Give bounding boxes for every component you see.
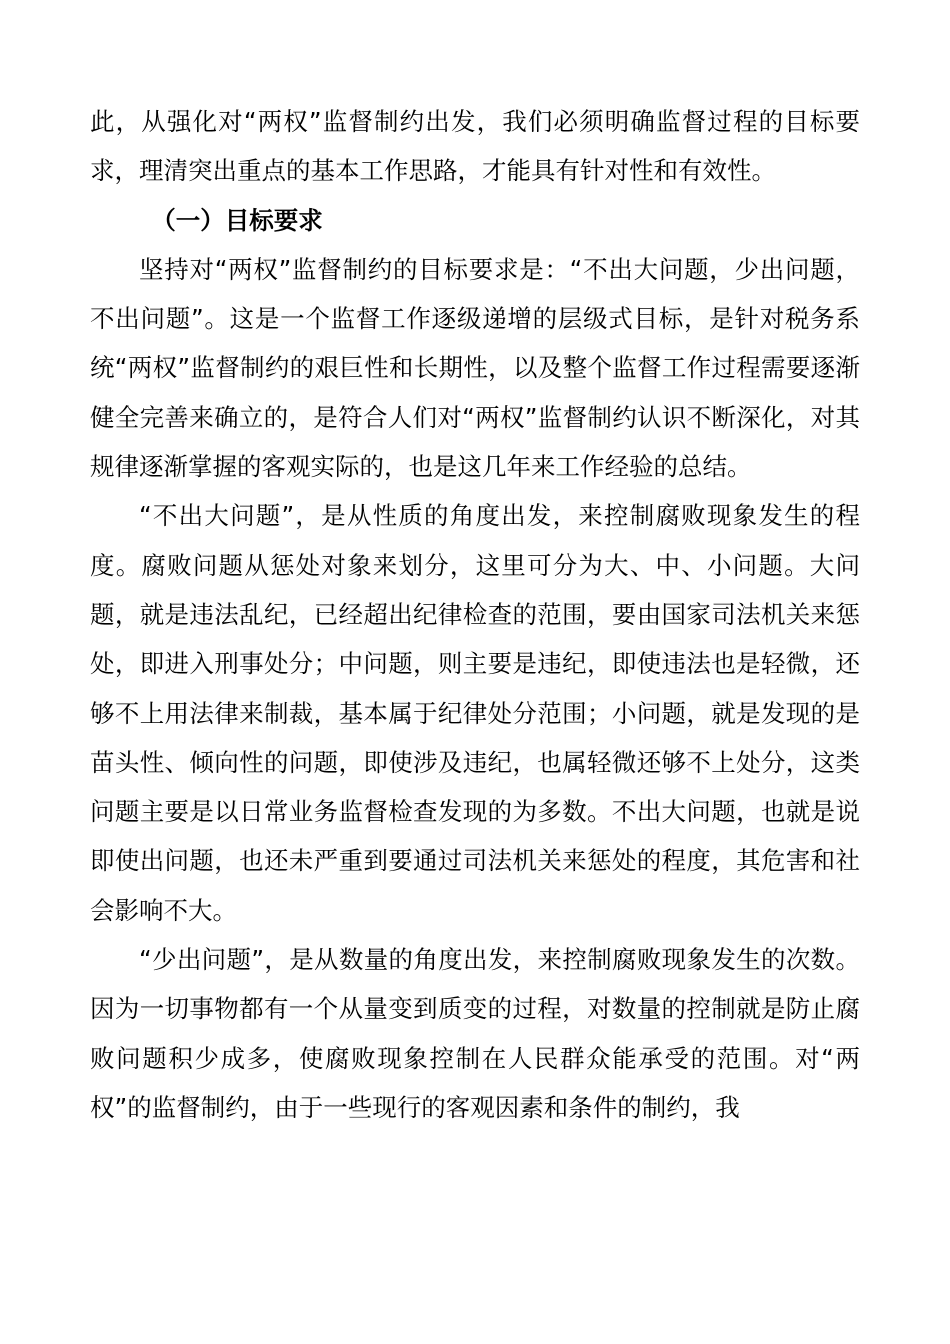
paragraph-no-major-problems: “不出大问题”，是从性质的角度出发，来控制腐败现象发生的程度。腐败问题从惩处对象来划分，这里可分为大、中、小问题。大问题，就是违法乱纪，已经超出纪律检查的范围，要由国家司法机关来惩处，即进入刑事处分；中问题，则主要是违纪，即使违法也是轻微，还够不上用法律来制裁，基本属于纪律处分范围；小问题，就是发现的是苗头性、倾向性的问题，即使涉及违纪，也属轻微还够不上处分，这类问题主要是以日常业务监督检查发现的为多数。不出大问题，也就是说即使出问题，也还未严重到要通过司法机关来惩处的程度，其危害和社会影响不大。: [90, 501, 860, 925]
document-page: [90, 97, 860, 1132]
section-heading-goal-requirements: （一）目标要求: [151, 205, 323, 235]
paragraph-goal-requirements: 坚持对“两权”监督制约的目标要求是：“不出大问题，少出问题，不出问题”。这是一个监督工作逐级递增的层级式目标，是针对税务系统“两权”监督制约的艰巨性和长期性，以及整个监督工作过程需要逐渐健全完善来确立的，是符合人们对“两权”监督制约认识不断深化，对其规律逐渐掌握的客观实际的，也是这几年来工作经验的总结。: [90, 254, 860, 482]
paragraph-fewer-problems: “少出问题”，是从数量的角度出发，来控制腐败现象发生的次数。因为一切事物都有一个从量变到质变的过程，对数量的控制就是防止腐败问题积少成多，使腐败现象控制在人民群众能承受的范围。对“两权”的监督制约，由于一些现行的客观因素和条件的制约，我: [90, 945, 860, 1122]
paragraph-intro-continuation: 此，从强化对“两权”监督制约出发，我们必须明确监督过程的目标要求，理清突出重点的基本工作思路，才能具有针对性和有效性。: [90, 107, 860, 186]
